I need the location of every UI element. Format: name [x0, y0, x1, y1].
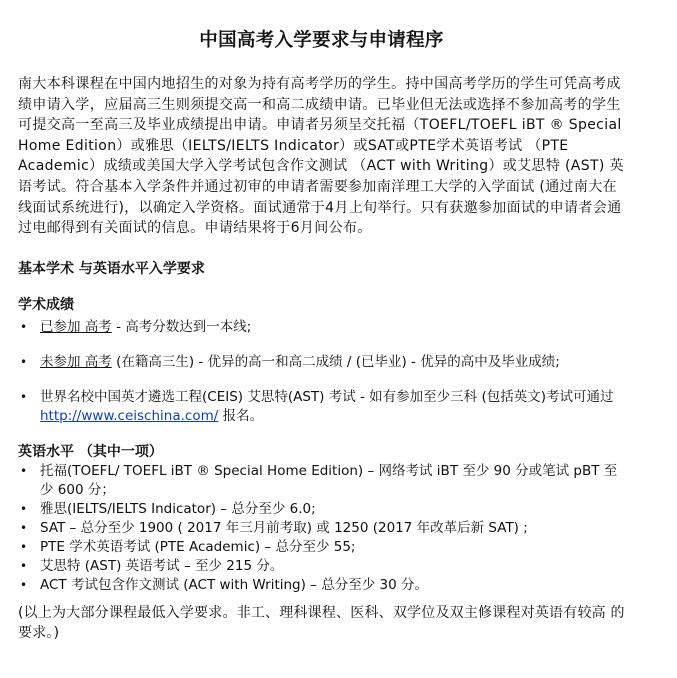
- list-item: [18, 388, 625, 426]
- english-item-text: 艾思特 (AST) 英语考试 – 至少 215 分。: [40, 557, 284, 574]
- bullet-icon: •: [20, 520, 28, 535]
- note-paragraph: (以上为大部分课程最低入学要求。非工、理科课程、医科、双学位及双主修课程对英语有较高 的要求。): [18, 604, 625, 642]
- bullet-icon: •: [20, 577, 28, 592]
- list-item: [18, 500, 625, 519]
- list-item: [18, 557, 625, 576]
- academic-heading: 学术成绩: [18, 296, 74, 313]
- list-item: [18, 519, 625, 538]
- academic-list: [18, 318, 625, 426]
- ceis-link[interactable]: http://www.ceischina.com/: [40, 407, 219, 424]
- list-item: [18, 462, 625, 500]
- section-heading: 基本学术 与英语水平入学要求: [18, 260, 205, 277]
- bullet-icon: •: [20, 558, 28, 573]
- list-item: [18, 576, 625, 595]
- bullet-icon: •: [20, 463, 28, 478]
- bullet-icon: •: [20, 389, 28, 404]
- english-item-text: SAT – 总分至少 1900 ( 2017 年三月前考取) 或 1250 (2017 年改革后新 SAT) ;: [40, 519, 528, 536]
- bullet-icon: •: [20, 501, 28, 516]
- english-item-text: PTE 学术英语考试 (PTE Academic) – 总分至少 55;: [40, 538, 356, 555]
- page-title: 中国高考入学要求与申请程序: [199, 30, 444, 51]
- academic-item-text: (在籍高三生) - 优异的高一和高二成绩 / (已毕业) - 优异的高中及毕业成绩;: [111, 353, 560, 370]
- academic-item-label: 未参加 高考: [40, 353, 112, 370]
- bullet-icon: •: [20, 354, 28, 369]
- list-item: [18, 318, 625, 337]
- academic-item-text: 世界名校中国英才遴选工程(CEIS) 艾思特(AST) 考试 - 如有参加至少三科 (包括英文)考试可通过: [40, 388, 614, 405]
- english-heading: 英语水平 （其中一项）: [18, 443, 163, 460]
- bullet-icon: •: [20, 539, 28, 554]
- english-list: [18, 462, 625, 595]
- english-item-text: 雅思(IELTS/IELTS Indicator) – 总分至少 6.0;: [40, 500, 316, 517]
- english-item-text: 托福(TOEFL/ TOEFL iBT ® Special Home Edition) – 网络考试 iBT 至少 90 分或笔试 pBT 至少 600 分；: [40, 462, 618, 498]
- english-item-text: ACT 考试包含作文测试 (ACT with Writing) – 总分至少 30 分。: [40, 576, 428, 593]
- academic-item-label: 已参加 高考: [40, 318, 112, 335]
- intro-paragraph: 南大本科课程在中国内地招生的对象为持有高考学历的学生。持中国高考学历的学生可凭高考成绩申请入学，应届高三生则须提交高一和高二成绩申请。已毕业但无法或选择不参加高考的学生可提交高一至高三及毕业成绩提出申请。申请者另须呈交托福（TOEFL/TOEFL iBT ® Special Home Edition）或雅思（IELTS/IELTS Indicator）或SAT或PTE学术英语考试 （PTE Academic）成绩或美国大学入学考试包含作文测试 （ACT with Writing）或艾思特 (AST) 英语考试。符合基本入学条件并通过初审的申请者需要参加南洋理工大学的入学面试 (通过南大在线面试系统进行)，以确定入学资格。面试通常于4月上旬举行。只有获邀参加面试的申请者会通过电邮得到有关面试的信息。申请结果将于6月间公布。: [18, 76, 624, 237]
- bullet-icon: •: [20, 319, 28, 334]
- academic-item-text: - 高考分数达到一本线;: [111, 318, 252, 335]
- list-item: [18, 353, 625, 372]
- list-item: [18, 538, 625, 557]
- academic-item-text: 报名。: [218, 407, 264, 424]
